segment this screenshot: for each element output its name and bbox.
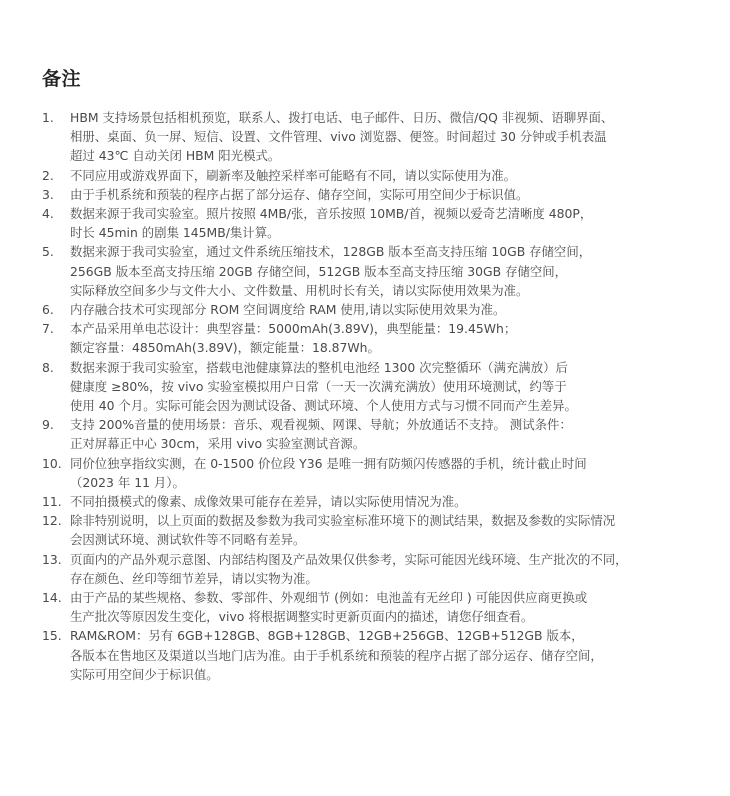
note-text xyxy=(70,185,700,204)
note-text xyxy=(70,511,700,549)
note-line: 除非特别说明，以上页面的数据及参数为我司实验室标准环境下的测试结果，数据及参数的实际情况 xyxy=(70,513,616,529)
note-line: 支持 200%音量的使用场景：音乐、观看视频、网课、导航；外放通话不支持。 测试条件： xyxy=(70,417,572,433)
note-text xyxy=(70,242,700,300)
note-item xyxy=(42,319,700,357)
note-number: 12. xyxy=(42,513,62,529)
note-line: 由于产品的某些规格、参数、零部件、外观细节 (例如：电池盖有无丝印 ) 可能因供应商更换或 xyxy=(70,590,588,606)
note-line: 额定容量：4850mAh(3.89V)，额定能量：18.87Wh。 xyxy=(70,340,380,356)
note-number: 5. xyxy=(42,244,54,260)
note-number: 8. xyxy=(42,359,54,375)
note-line: 数据来源于我司实验室，通过文件系统压缩技术，128GB 版本至高支持压缩 10GB 存储空间， xyxy=(70,244,592,260)
note-item xyxy=(42,588,700,626)
note-line: 实际可用空间少于标识值。 xyxy=(70,666,219,682)
note-item xyxy=(42,300,700,319)
note-line: （2023 年 11 月）。 xyxy=(70,474,185,490)
note-text xyxy=(70,204,700,242)
note-line: 数据来源于我司实验室。照片按照 4MB/张，音乐按照 10MB/首，视频以爱奇艺清晰度 480P， xyxy=(70,206,593,222)
note-line: 生产批次等原因发生变化，vivo 将根据调整实时更新页面内的描述，请您仔细查看。 xyxy=(70,609,534,625)
note-number: 14. xyxy=(42,590,62,606)
page-title: 备注 xyxy=(42,68,82,90)
note-line: 正对屏幕正中心 30cm，采用 vivo 实验室测试音源。 xyxy=(70,436,366,452)
note-text xyxy=(70,626,700,684)
note-item xyxy=(42,415,700,453)
note-line: 时长 45min 的剧集 145MB/集计算。 xyxy=(70,225,280,241)
note-item xyxy=(42,204,700,242)
note-line: 各版本在售地区及渠道以当地门店为准。由于手机系统和预装的程序占据了部分运存、储存空间， xyxy=(70,647,603,663)
note-line: HBM 支持场景包括相机预览，联系人、拨打电话、电子邮件、日历、微信/QQ 非视频、语聊界面、 xyxy=(70,110,614,125)
note-text xyxy=(70,415,700,453)
note-line: 不同应用或游戏界面下，刷新率及触控采样率可能略有不同，请以实际使用为准。 xyxy=(70,167,517,183)
note-item xyxy=(42,166,700,185)
note-item xyxy=(42,108,700,166)
note-text xyxy=(70,454,700,492)
note-line: 超过 43℃ 自动关闭 HBM 阳光模式。 xyxy=(70,148,281,164)
note-item xyxy=(42,185,700,204)
note-number: 10. xyxy=(42,455,62,471)
note-text xyxy=(70,492,700,511)
note-line: 健康度 ≥80%，按 vivo 实验室模拟用户日常（一天一次满充满放）使用环境测试，约等于 xyxy=(70,378,567,394)
note-text xyxy=(70,300,700,319)
note-line: 由于手机系统和预装的程序占据了部分运存、储存空间，实际可用空间少于标识值。 xyxy=(70,186,529,202)
note-line: 同价位独享指纹实测，在 0-1500 价位段 Y36 是唯一拥有防频闪传感器的手机，统计截止时间 xyxy=(70,455,587,471)
note-number: 7. xyxy=(42,321,54,337)
note-item xyxy=(42,492,700,511)
note-item xyxy=(42,511,700,549)
note-line: 相册、桌面、负一屏、短信、设置、文件管理、vivo 浏览器、便签。时间超过 30 分钟或手机表温 xyxy=(70,129,607,145)
note-line: 存在颜色、丝印等细节差异，请以实物为准。 xyxy=(70,570,318,586)
note-line: 实际释放空间多少与文件大小、文件数量、用机时长有关，请以实际使用效果为准。 xyxy=(70,282,529,298)
note-number: 13. xyxy=(42,551,62,567)
note-text xyxy=(70,588,700,626)
note-number: 3. xyxy=(42,186,54,202)
note-line: 使用 40 个月。实际可能会因为测试设备、测试环境、个人使用方式与习惯不同而产生差异。 xyxy=(70,398,577,414)
note-line: 页面内的产品外观示意图、内部结构图及产品效果仅供参考，实际可能因光线环境、生产批次的不同， xyxy=(70,551,628,567)
note-item xyxy=(42,358,700,416)
note-line: 内存融合技术可实现部分 ROM 空间调度给 RAM 使用,请以实际使用效果为准。 xyxy=(70,302,506,318)
note-line: 会因测试环境、测试软件等不同略有差异。 xyxy=(70,532,306,548)
note-line: 不同拍摄模式的像素、成像效果可能存在差异，请以实际使用情况为准。 xyxy=(70,494,467,510)
note-number: 15. xyxy=(42,628,62,644)
note-number: 2. xyxy=(42,167,54,183)
note-line: 数据来源于我司实验室，搭载电池健康算法的整机电池经 1300 次完整循环（满充满放）后 xyxy=(70,359,568,375)
note-text xyxy=(70,166,700,185)
note-number: 1. xyxy=(42,110,54,125)
note-number: 9. xyxy=(42,417,54,433)
note-item xyxy=(42,454,700,492)
note-item xyxy=(42,242,700,300)
note-item xyxy=(42,550,700,588)
note-line: 256GB 版本至高支持压缩 20GB 存储空间，512GB 版本至高支持压缩 30GB 存储空间， xyxy=(70,263,568,279)
note-line: RAM&ROM：另有 6GB+128GB、8GB+128GB、12GB+256GB、12GB+512GB 版本， xyxy=(70,628,584,644)
note-number: 4. xyxy=(42,206,54,222)
note-text xyxy=(70,358,700,416)
note-number: 11. xyxy=(42,494,62,510)
notes-list xyxy=(42,108,700,684)
note-text xyxy=(70,108,700,166)
note-number: 6. xyxy=(42,302,54,318)
note-text xyxy=(70,550,700,588)
note-item xyxy=(42,626,700,684)
note-line: 本产品采用单电芯设计：典型容量：5000mAh(3.89V)，典型能量：19.45Wh； xyxy=(70,321,517,337)
note-text xyxy=(70,319,700,357)
